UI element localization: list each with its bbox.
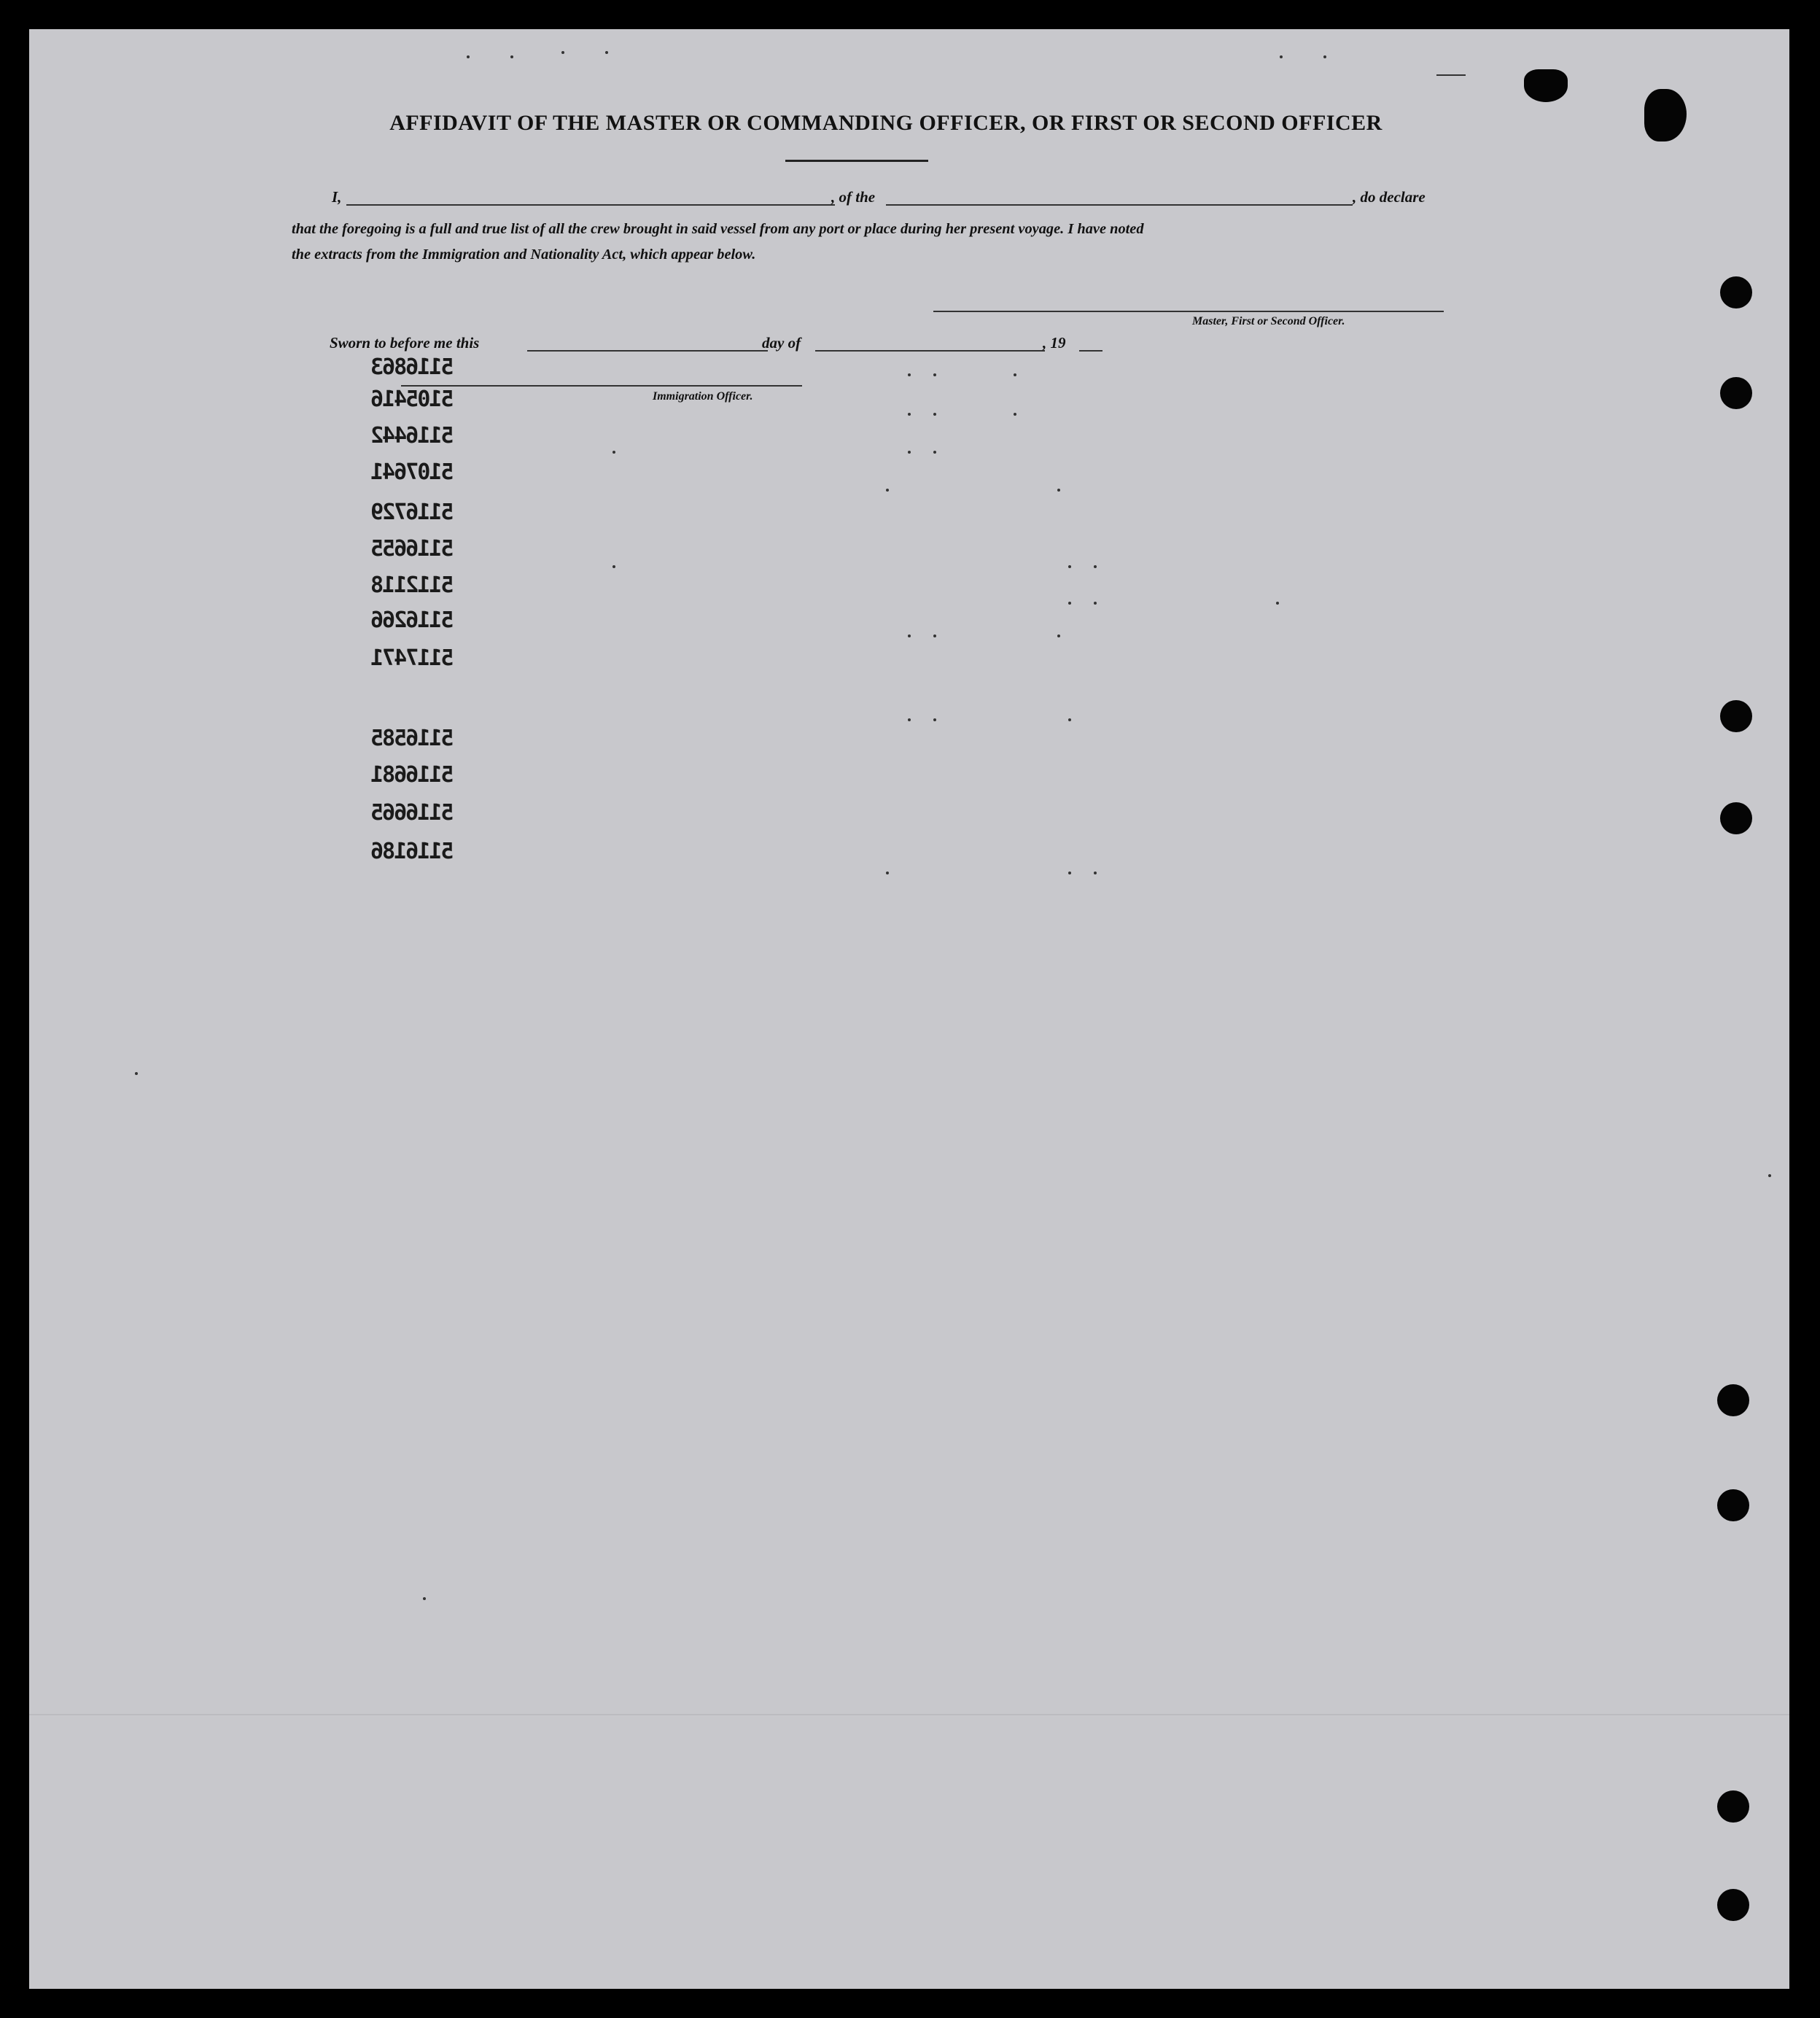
speck bbox=[612, 451, 615, 454]
speck bbox=[467, 55, 470, 58]
speck bbox=[1276, 602, 1279, 605]
speck bbox=[1280, 55, 1283, 58]
speck bbox=[1014, 373, 1016, 376]
speck bbox=[510, 55, 513, 58]
sworn-year-blank bbox=[1079, 350, 1102, 352]
speck bbox=[423, 1597, 426, 1600]
declaration-line-2: that the foregoing is a full and true list of all the crew brought in said vessel from any port or place during her present voyage. I have noted bbox=[292, 221, 1144, 237]
speck bbox=[933, 451, 936, 454]
speck bbox=[886, 872, 889, 874]
stamped-number: 5116665 bbox=[372, 800, 454, 826]
speck bbox=[1094, 602, 1097, 605]
speck bbox=[605, 51, 608, 54]
speck bbox=[561, 51, 564, 54]
punch-hole bbox=[1720, 377, 1752, 409]
punch-hole bbox=[1717, 1790, 1749, 1823]
speck bbox=[1094, 565, 1097, 568]
speck bbox=[908, 718, 911, 721]
speck bbox=[1323, 55, 1326, 58]
immigration-officer-label: Immigration Officer. bbox=[653, 390, 753, 403]
speck bbox=[1068, 718, 1071, 721]
speck bbox=[933, 373, 936, 376]
speck bbox=[612, 565, 615, 568]
speck bbox=[1014, 413, 1016, 416]
speck bbox=[908, 634, 911, 637]
punch-hole bbox=[1720, 276, 1752, 308]
speck bbox=[135, 1072, 138, 1075]
stamped-number: 5117471 bbox=[372, 645, 454, 671]
affidavit-title: AFFIDAVIT OF THE MASTER OR COMMANDING OFFICER, OR FIRST OR SECOND OFFICER bbox=[389, 111, 1382, 135]
stamped-number: 5105416 bbox=[372, 387, 454, 412]
do-declare-label: , do declare bbox=[1353, 188, 1426, 206]
stamped-number: 5112118 bbox=[372, 573, 454, 598]
speck bbox=[1057, 634, 1060, 637]
speck bbox=[1068, 872, 1071, 874]
sworn-day-of: day of bbox=[762, 334, 801, 352]
page-fold-line bbox=[29, 1714, 1789, 1715]
speck bbox=[933, 718, 936, 721]
stamped-number: 5116863 bbox=[372, 354, 454, 380]
stamped-number: 5107641 bbox=[372, 459, 454, 485]
speck bbox=[1094, 872, 1097, 874]
speck bbox=[908, 373, 911, 376]
sworn-day-blank bbox=[527, 350, 768, 352]
punch-hole bbox=[1717, 1889, 1749, 1921]
punch-hole bbox=[1720, 700, 1752, 732]
speck bbox=[933, 413, 936, 416]
sworn-year: , 19 bbox=[1043, 334, 1066, 352]
speck bbox=[908, 413, 911, 416]
declaration-line-3: the extracts from the Immigration and Nationality Act, which appear below. bbox=[292, 247, 756, 263]
stamped-number: 5116655 bbox=[372, 536, 454, 562]
stamped-number: 5116585 bbox=[372, 726, 454, 751]
master-signature-label: Master, First or Second Officer. bbox=[1192, 315, 1345, 327]
speck bbox=[1057, 489, 1060, 492]
speck bbox=[886, 489, 889, 492]
sworn-month-blank bbox=[815, 350, 1045, 352]
master-signature-line bbox=[933, 311, 1444, 312]
declarant-prefix: I, bbox=[332, 188, 342, 206]
stamped-number: 5116681 bbox=[372, 762, 454, 788]
speck bbox=[1068, 602, 1071, 605]
stamped-number: 5116442 bbox=[372, 423, 454, 449]
speck bbox=[1068, 565, 1071, 568]
speck bbox=[933, 634, 936, 637]
speck bbox=[908, 451, 911, 454]
stamped-number: 5116266 bbox=[372, 608, 454, 633]
punch-hole bbox=[1717, 1489, 1749, 1521]
punch-hole bbox=[1717, 1384, 1749, 1416]
declarant-name-blank bbox=[346, 204, 835, 206]
speck bbox=[1768, 1174, 1771, 1177]
speck bbox=[1436, 74, 1466, 76]
document-page bbox=[29, 29, 1789, 1989]
sworn-prefix: Sworn to before me this bbox=[330, 334, 480, 352]
vessel-name-blank bbox=[886, 204, 1353, 206]
title-underline bbox=[785, 160, 928, 162]
punch-hole bbox=[1720, 802, 1752, 834]
stamped-number: 5116729 bbox=[372, 500, 454, 525]
stamped-number: 5116186 bbox=[372, 839, 454, 864]
ink-blot bbox=[1524, 69, 1568, 102]
of-the-label: , of the bbox=[831, 188, 876, 206]
